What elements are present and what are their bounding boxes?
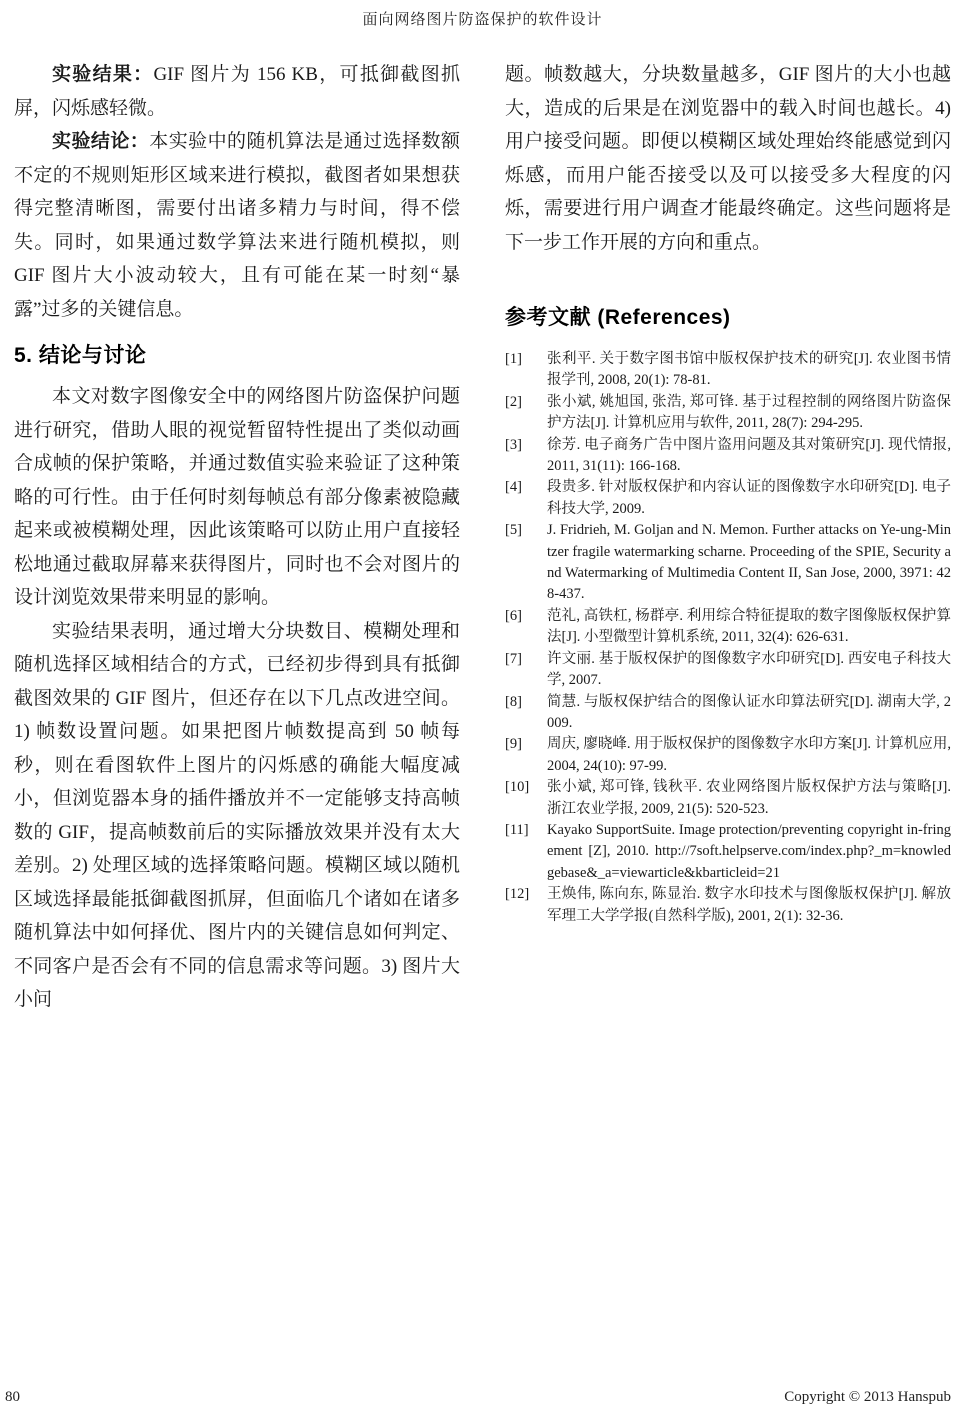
reference-number: [9] <box>505 736 522 753</box>
reference-item-3 <box>505 435 951 478</box>
reference-number: [7] <box>505 650 522 667</box>
right-column <box>505 58 951 1017</box>
experiment-conclusion-label: 实验结论： <box>52 131 150 152</box>
reference-item-12 <box>505 884 951 927</box>
reference-number: [11] <box>505 821 529 838</box>
conclusion-paragraph-1: 本文对数字图像安全中的网络图片防盗保护问题进行研究，借助人眼的视觉暂留特性提出了类似动画合成帧的保护策略，并通过数值实验来验证了这种策略的可行性。由于任何时刻每帧总有部分像素被隐藏起来或被模糊处理，因此该策略可以防止用户直接轻松地通过截取屏幕来获得图片，同时也不会对图片的设计浏览效果带来明显的影响。 <box>14 386 460 608</box>
reference-text: J. Fridrieh, M. Goljan and N. Memon. Further attacks on Ye-ung-Mintzer fragile watermarking scharne. Proceeding of the SPIE, Security and Watermarking of Multimedia Content II, San Jose, 2000, 3971: 428-437. <box>547 522 951 603</box>
reference-text: 段贵多. 针对版权保护和内容认证的图像数字水印研究[D]. 电子科技大学, 2009. <box>547 479 951 517</box>
experiment-result-text: GIF 图片为 156 KB，可抵御截图抓屏，闪烁感轻微。 <box>14 64 460 119</box>
reference-number: [1] <box>505 351 522 367</box>
copyright-notice: Copyright © 2013 Hanspub <box>784 1389 951 1405</box>
reference-item-1 <box>505 349 951 392</box>
reference-text: 范礼, 高铁杠, 杨群亭. 利用综合特征提取的数字图像版权保护算法[J]. 小型微型计算机系统, 2011, 32(4): 626-631. <box>547 607 951 646</box>
reference-item-5 <box>505 520 951 606</box>
experiment-result-paragraph <box>14 58 460 125</box>
reference-number: [2] <box>505 393 522 410</box>
reference-text: Kayako SupportSuite. Image protection/preventing copyright in-fringement [Z], 2010. http://7soft.helpserve.com/index.php?_m=knowledgebase&_a=viewarticle&kbarticleid=21 <box>547 821 951 881</box>
reference-number: [6] <box>505 607 522 624</box>
reference-number: [3] <box>505 436 522 453</box>
reference-item-9 <box>505 734 951 777</box>
reference-text: 王焕伟, 陈向东, 陈显治. 数字水印技术与图像版权保护[J]. 解放军理工大学学报(自然科学版), 2001, 2(1): 32-36. <box>547 886 951 924</box>
reference-number: [10] <box>505 779 530 796</box>
section-heading-conclusion-discussion: 5. 结论与讨论 <box>14 344 147 367</box>
reference-item-10 <box>505 777 951 820</box>
experiment-conclusion-paragraph <box>14 125 460 326</box>
page-number: 80 <box>5 1389 20 1405</box>
reference-number: [5] <box>505 522 522 539</box>
reference-item-6 <box>505 606 951 649</box>
reference-item-7 <box>505 649 951 692</box>
reference-text: 张小斌, 姚旭国, 张浩, 郑可锋. 基于过程控制的网络图片防盗保护方法[J]. 计算机应用与软件, 2011, 28(7): 294-295. <box>547 393 951 432</box>
reference-item-4 <box>505 477 951 520</box>
two-column-body <box>14 58 951 1017</box>
running-head-title: 面向网络图片防盗保护的软件设计 <box>362 12 603 28</box>
reference-text: 徐芳. 电子商务广告中图片盗用问题及其对策研究[J]. 现代情报, 2011, 31(11): 166-168. <box>547 436 951 475</box>
continuation-paragraph: 题。帧数越大，分块数量越多，GIF 图片的大小也越大，造成的后果是在浏览器中的载入时间也越长。4) 用户接受问题。即便以模糊区域处理始终能感觉到闪烁感，而用户能否接受以及可以接受多大程度的闪烁，需要进行用户调查才能最终确定。这些问题将是下一步工作开展的方向和重点。 <box>505 64 951 253</box>
reference-text: 张利平. 关于数字图书馆中版权保护技术的研究[J]. 农业图书情报学刊, 2008, 20(1): 78-81. <box>547 351 951 389</box>
reference-number: [8] <box>505 693 522 710</box>
page-footer <box>5 1389 951 1406</box>
reference-text: 张小斌, 郑可锋, 钱秋平. 农业网络图片版权保护方法与策略[J]. 浙江农业学报, 2009, 21(5): 520-523. <box>547 779 951 817</box>
reference-text: 许文丽. 基于版权保护的图像数字水印研究[D]. 西安电子科技大学, 2007. <box>547 650 951 689</box>
experiment-conclusion-text: 本实验中的随机算法是通过选择数额不定的不规则矩形区域来进行模拟，截图者如果想获得完整清晰图，需要付出诸多精力与时间，得不偿失。同时，如果通过数学算法来进行随机模拟，则 GIF 图片大小波动较大，且有可能在某一时刻“暴露”过多的关键信息。 <box>14 131 460 320</box>
reference-text: 周庆, 廖晓峰. 用于版权保护的图像数字水印方案[J]. 计算机应用, 2004, 24(10): 97-99. <box>547 736 951 774</box>
references-heading: 参考文献 (References) <box>505 306 731 329</box>
left-column <box>14 58 460 1017</box>
reference-text: 简慧. 与版权保护结合的图像认证水印算法研究[D]. 湖南大学, 2009. <box>547 693 951 731</box>
reference-number: [4] <box>505 479 522 496</box>
reference-item-8 <box>505 692 951 735</box>
conclusion-paragraph-2: 实验结果表明，通过增大分块数目、模糊处理和随机选择区域相结合的方式，已经初步得到具有抵御截图效果的 GIF 图片，但还存在以下几点改进空间。1) 帧数设置问题。如果把图片帧数提高到 50 帧每秒，则在看图软件上图片的闪烁感的确能大幅度减小，但浏览器本身的插件播放并不一定能够支持高帧数的 GIF，提高帧数前后的实际播放效果并没有太大差别。2) 处理区域的选择策略问题。模糊区域以随机区域选择最能抵御截图抓屏，但面临几个诸如在诸多随机算法中如何择优、图片内的关键信息如何判定、不同客户是否会有不同的信息需求等问题。3) 图片大小问 <box>14 620 460 1010</box>
reference-item-11 <box>505 820 951 884</box>
experiment-result-label: 实验结果： <box>52 64 154 85</box>
reference-item-2 <box>505 392 951 435</box>
reference-number: [12] <box>505 886 530 903</box>
